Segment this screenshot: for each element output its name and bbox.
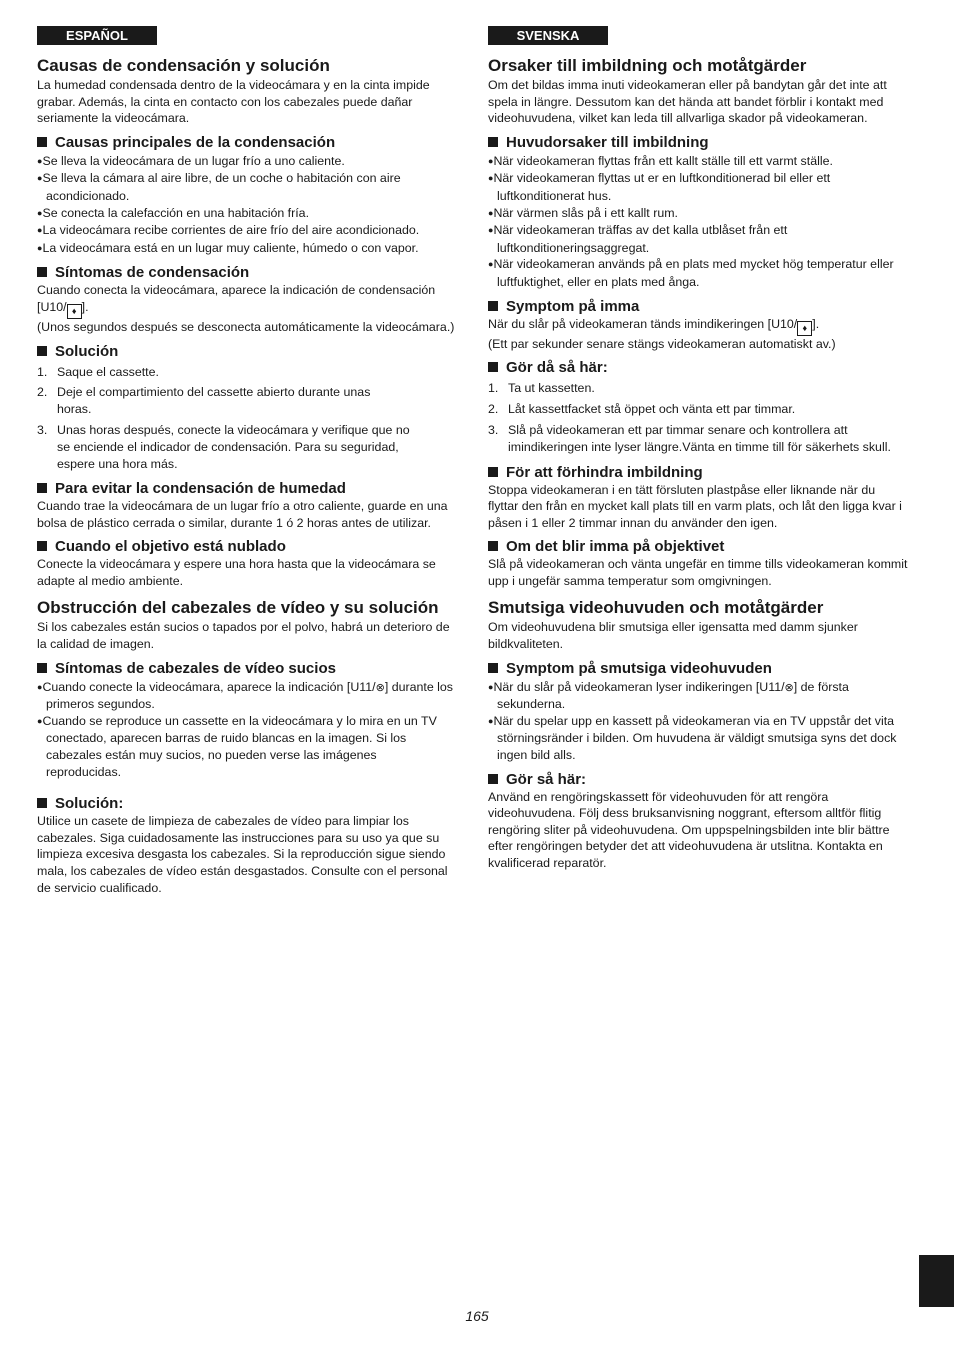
square-bullet-icon [37,798,47,808]
subsection-heading: Solución: [37,795,455,813]
page-edge-tab [919,1255,954,1307]
square-bullet-icon [488,301,498,311]
subsection-heading: Causas principales de la condensación [37,134,455,152]
page-number: 165 [465,1308,489,1324]
square-bullet-icon [37,663,47,673]
subsection-heading: Symptom på imma [488,298,908,316]
square-bullet-icon [37,541,47,551]
list-item: ● La videocámara está en un lugar muy caliente, húmedo o con vapor. [37,240,455,258]
square-bullet-icon [488,467,498,477]
dirty-symptoms-list [37,679,455,781]
square-bullet-icon [37,137,47,147]
lens-text: Slå på videokameran och vänta ungefär en timme tills videokameran kommit upp i ungefär samma temperatur som omgivningen. [488,557,908,588]
subsection-heading: Gör då så här: [488,359,908,377]
square-bullet-icon [488,663,498,673]
subsection-heading: Cuando el objetivo está nublado [37,538,455,556]
subsection-heading: Síntomas de cabezales de vídeo sucios [37,660,455,678]
square-bullet-icon [488,541,498,551]
section-title: Orsaker till imbildning och motåtgärder [488,56,807,75]
prevent-text: Cuando trae la videocámara de un lugar frío a otro caliente, guarde en una bolsa de plástico cerrada o similar, durante 1 ó 2 horas antes de utilizar. [37,499,448,530]
section-intro: Om videohuvudena blir smutsiga eller igensatta med damm sjunker bildkvaliteten. [488,620,858,652]
subsection-heading: Om det blir imma på objektivet [488,538,908,556]
square-bullet-icon [37,483,47,493]
section-intro: Si los cabezales están sucios o tapados por el polvo, habrá un deterioro de la calidad de imagen. [37,620,450,652]
list-item: 3. Slå på videokameran ett par timmar senare och kontrollera att imindikeringen inte lyser längre.Vänta en timme till för säkerhets skull. [488,423,891,454]
language-tag: ESPAÑOL [37,26,157,45]
list-item: 3. Unas horas después, conecte la videocámara y verifique que no se enciende el indicador de condensación. Para su seguridad, espere una hora más. [37,423,410,471]
list-item: ● Se lleva la cámara al aire libre, de un coche o habitación con aire acondicionado. [37,170,455,204]
symptoms-text: Cuando conecta la videocámara, aparece la indicación de condensación [U10/ ♦ ]. (Unos segundos después se desconecta automáticamente la videocámara.) [37,283,455,334]
column-spanish [37,26,455,896]
subsection-heading: Huvudorsaker till imbildning [488,134,908,152]
list-item: ● När videokameran används på en plats med mycket hög temperatur eller luftfuktighet, eller en plats med ånga. [488,256,908,290]
head-clean-icon: ⊗ [375,681,385,694]
square-bullet-icon [488,362,498,372]
section-title: Causas de condensación y solución [37,56,330,75]
subsection-heading: Symptom på smutsiga videohuvuden [488,660,908,678]
list-item: ● När värmen slås på i ett kallt rum. [488,205,908,223]
column-swedish [488,26,908,872]
water-drop-icon: ♦ [67,304,82,319]
prevent-text: Stoppa videokameran i en tätt försluten plastpåse eller liknande när du flyttar den från en mycket kall plats till en varm plats, och låt den ligga kvar i påsen i 1 eller 2 timmar innan du använder den igen. [488,482,902,530]
square-bullet-icon [488,774,498,784]
square-bullet-icon [488,137,498,147]
list-item: ● När videokameran flyttas ut er en luftkonditionerad bil eller ett luftkonditionerat hus. [488,170,908,204]
subsection-heading: För att förhindra imbildning [488,464,908,482]
list-item: ● Se conecta la calefacción en una habitación fría. [37,205,455,223]
subsection-heading: Síntomas de condensación [37,264,455,282]
solution-text: Utilice un casete de limpieza de cabezales de vídeo para limpiar los cabezales. Siga cuidadosamente las instrucciones para su uso ya que su limpieza excesiva desgasta los cabezales. Si la reproducción sigue siendo mala, los cabezales de vídeo están desgastados. Consulte con el personal de servicio cualificado. [37,814,448,895]
section-intro: La humedad condensada dentro de la videocámara y en la cinta impide grabar. Además, la cinta en contacto con los cabezales puede dañar seriamente la videocámara. [37,78,430,126]
section-intro: Om det bildas imma inuti videokameran eller på bandytan går det inte att spela in längre. Dessutom kan det hända att bandet förblir i kontakt med videohuvudena, vilket kan leda till allvarliga skador på videokameran. [488,78,887,126]
dirty-symptoms-list [488,679,908,764]
head-clean-icon: ⊗ [784,681,794,694]
subsection-heading: Solución [37,343,455,361]
list-item: ● La videocámara recibe corrientes de aire frío del aire acondicionado. [37,222,455,240]
language-tag: SVENSKA [488,26,608,45]
list-item: 1. Saque el cassette. [37,364,159,379]
square-bullet-icon [37,346,47,356]
list-item: 1. Ta ut kassetten. [488,381,595,396]
causes-list [37,153,455,258]
solution-text: Använd en rengöringskassett för videohuvuden för att rengöra videohuvudena. Följ dess bruksanvisning noggrant, eftersom alltför flitig rengöring sliter på videohuvudena. Om uppspelningsbilden inte blir bättre efter rengöringen betyder det att videohuvudena är utslitna. Kontakta en kvalificerad reparatör. [488,789,890,870]
list-item: ● Cuando se reproduce un cassette en la videocámara y lo mira en un TV conectado, aparecen barras de ruido blancas en la imagen. Si los cabezales están muy sucios, no pueden verse las imágenes reproducidas. [37,713,455,780]
subsection-heading: Gör så här: [488,771,908,789]
section-title: Smutsiga videohuvuden och motåtgärder [488,598,824,618]
causes-list [488,153,908,291]
symptoms-text: När du slår på videokameran tänds imindikeringen [U10/ ♦ ]. (Ett par sekunder senare stängs videokameran automatiskt av.) [488,316,836,351]
water-drop-icon: ♦ [797,321,812,336]
lens-text: Conecte la videocámara y espere una hora hasta que la videocámara se adapte al medio ambiente. [37,557,436,588]
solution-steps [37,364,455,473]
list-item: ● När videokameran flyttas från ett kallt ställe till ett varmt ställe. [488,153,908,171]
list-item: ● När videokameran träffas av det kalla utblåset från ett luftkonditioneringsaggregat. [488,222,908,256]
solution-steps [488,380,908,455]
section-title: Obstrucción del cabezales de vídeo y su solución [37,598,439,618]
list-item: ● Se lleva la videocámara de un lugar frío a uno caliente. [37,153,455,171]
list-item: ● När du slår på videokameran lyser indikeringen [U11/⊗] de första sekunderna. [488,679,908,713]
subsection-heading: Para evitar la condensación de humedad [37,480,455,498]
list-item: ● När du spelar upp en kassett på videokameran via en TV uppstår det vita störningsränder i bilden. Om huvudena är väldigt smutsiga syns det dock ingen bild alls. [488,713,908,764]
list-item: 2. Deje el compartimiento del cassette abierto durante unas horas. [37,385,371,416]
list-item: ● Cuando conecte la videocámara, aparece la indicación [U11/⊗] durante los primeros segundos. [37,679,455,713]
list-item: 2. Låt kassettfacket stå öppet och vänta ett par timmar. [488,401,796,416]
square-bullet-icon [37,267,47,277]
